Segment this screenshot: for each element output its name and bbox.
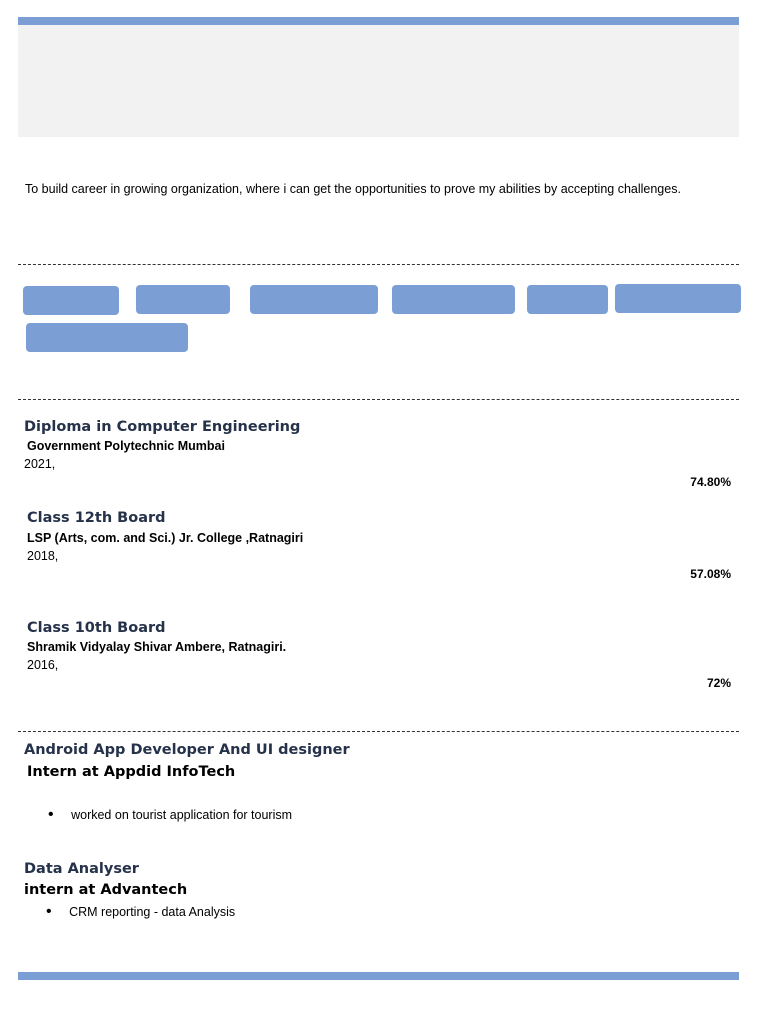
skill-pill bbox=[527, 285, 608, 314]
divider bbox=[18, 264, 739, 265]
bullet-icon: • bbox=[48, 806, 54, 823]
skill-pill bbox=[250, 285, 378, 314]
divider bbox=[18, 731, 739, 732]
skill-pill bbox=[615, 284, 741, 313]
header-box bbox=[18, 25, 739, 137]
experience-company: Intern at Appdid InfoTech bbox=[27, 764, 236, 780]
skill-pill bbox=[26, 323, 188, 352]
education-year: 2021, bbox=[24, 457, 56, 471]
education-year: 2018, bbox=[27, 549, 59, 563]
education-score: 74.80% bbox=[690, 475, 731, 489]
skill-pill bbox=[136, 285, 230, 314]
education-year: 2016, bbox=[27, 658, 59, 672]
objective-text: To build career in growing organization, where i can get the opportunities to prove my abilities by accepting challenges. bbox=[25, 182, 681, 196]
bullet-text: worked on tourist application for tourism bbox=[71, 808, 293, 822]
education-score: 57.08% bbox=[690, 567, 731, 581]
divider bbox=[18, 399, 739, 400]
bullet-icon: • bbox=[46, 903, 52, 920]
education-institution: LSP (Arts, com. and Sci.) Jr. College ,Ratnagiri bbox=[27, 531, 304, 545]
education-institution: Government Polytechnic Mumbai bbox=[27, 439, 225, 453]
education-title: Class 10th Board bbox=[27, 620, 166, 636]
experience-bullet bbox=[46, 905, 235, 919]
experience-role: Data Analyser bbox=[24, 861, 139, 877]
bullet-text: CRM reporting - data Analysis bbox=[69, 905, 236, 919]
skill-pill bbox=[23, 286, 119, 315]
top-accent-bar bbox=[18, 17, 739, 25]
education-title: Class 12th Board bbox=[27, 510, 166, 526]
skill-pill bbox=[392, 285, 515, 314]
experience-company: intern at Advantech bbox=[24, 882, 188, 898]
bottom-accent-bar bbox=[18, 972, 739, 980]
experience-bullet bbox=[48, 808, 292, 822]
education-institution: Shramik Vidyalay Shivar Ambere, Ratnagiri. bbox=[27, 640, 287, 654]
experience-role: Android App Developer And UI designer bbox=[24, 742, 350, 758]
education-score: 72% bbox=[706, 676, 731, 690]
education-title: Diploma in Computer Engineering bbox=[24, 419, 301, 435]
